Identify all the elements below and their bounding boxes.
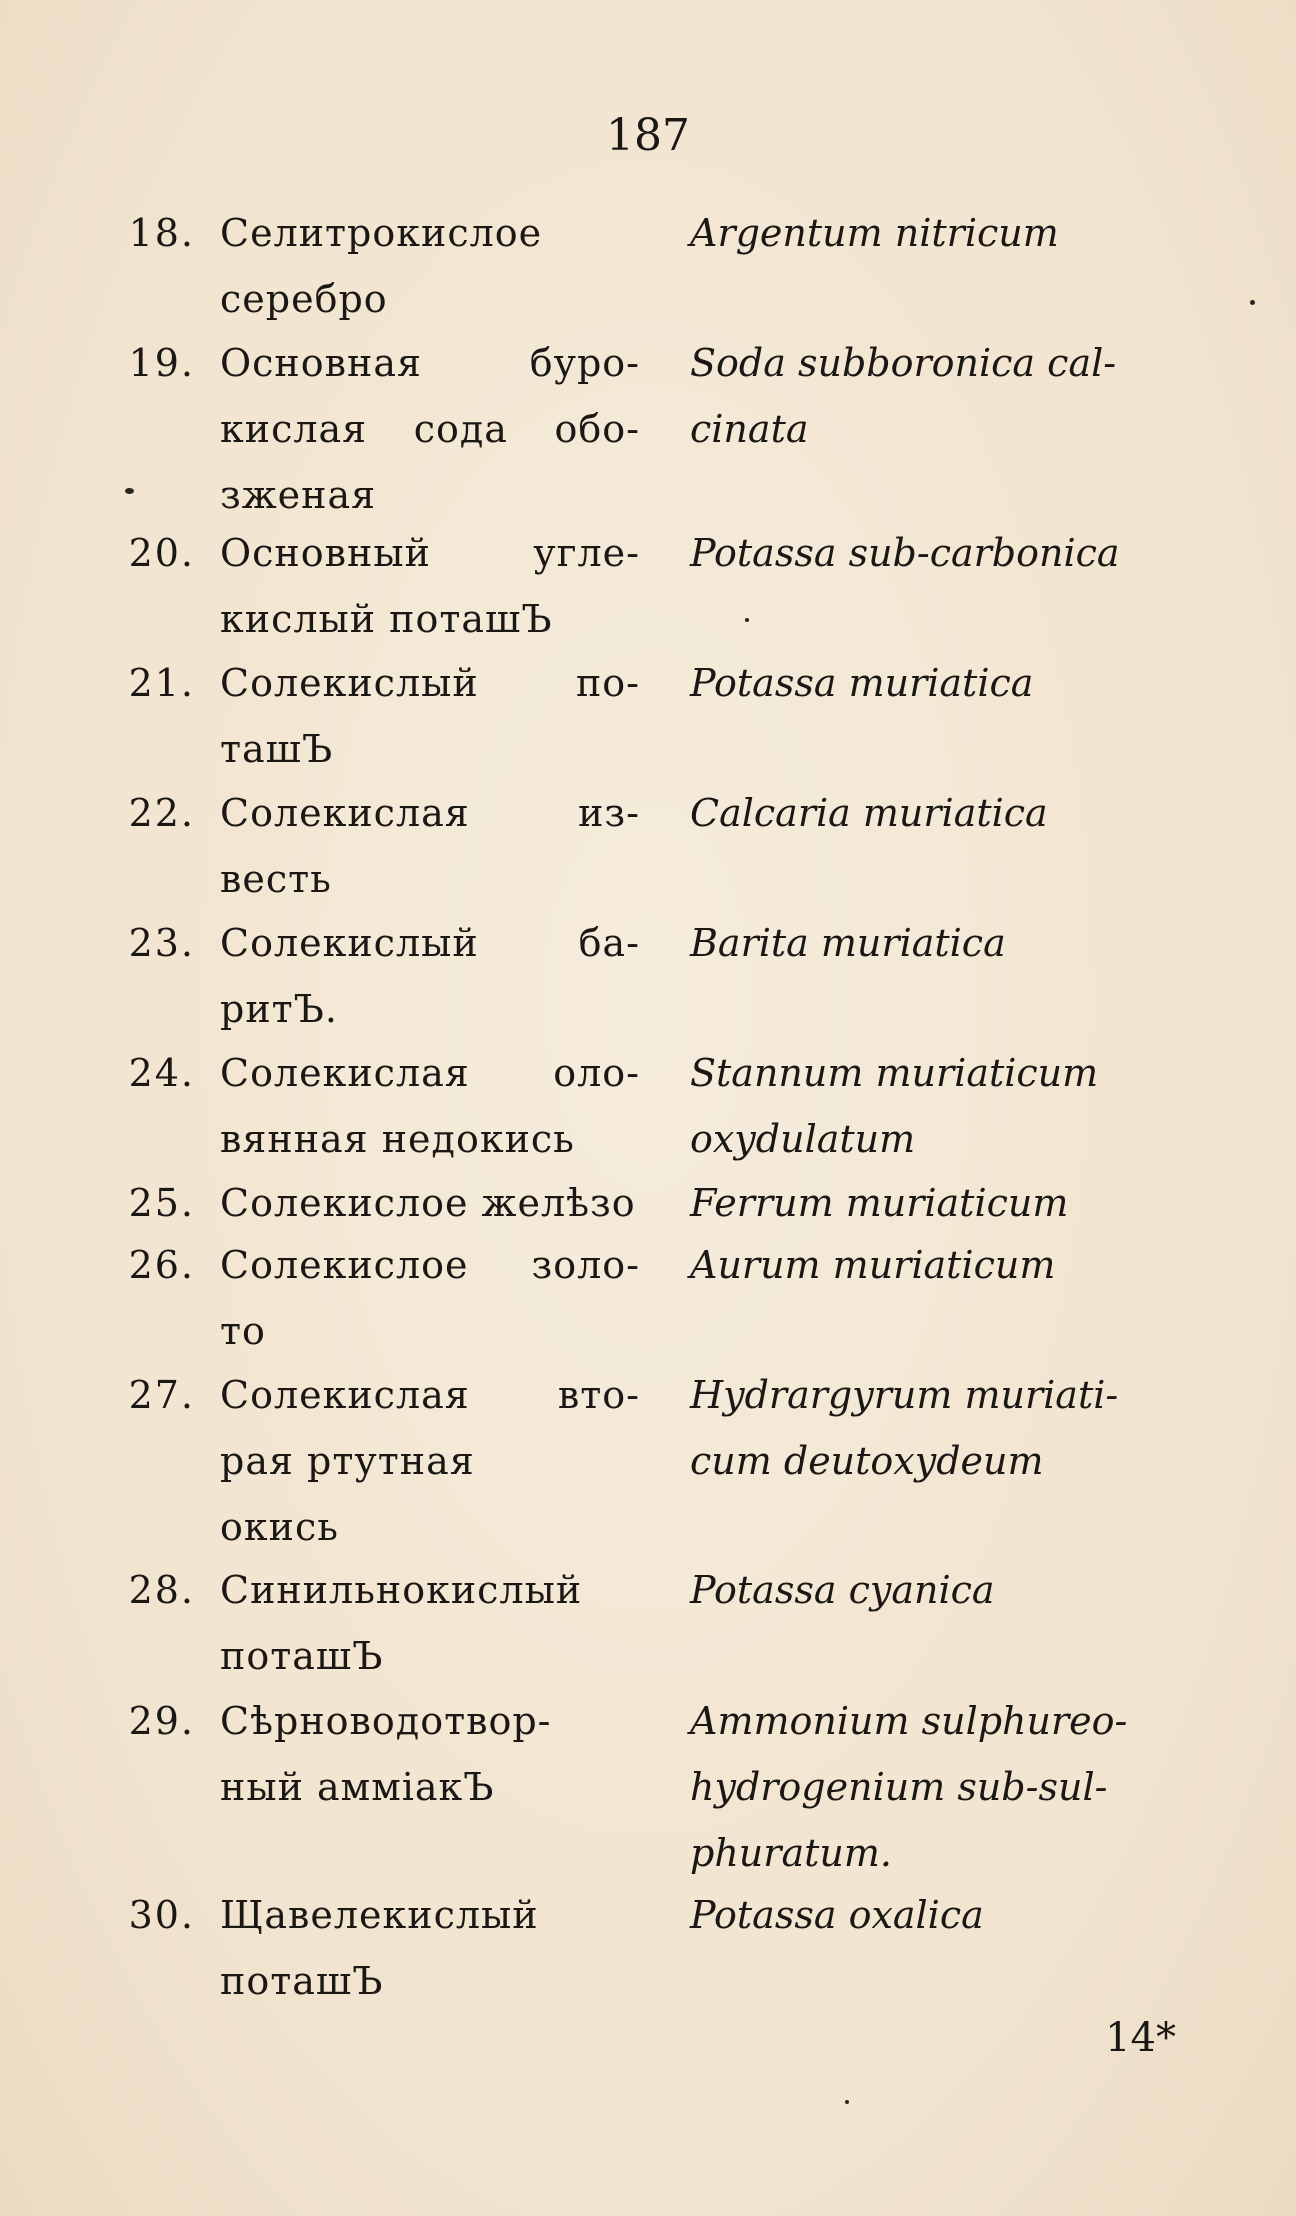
russian-line: Сѣрноводотвор-: [220, 1699, 552, 1743]
entry-number: 28.: [128, 1568, 195, 1612]
latin-line: cum deutoxydeum: [690, 1439, 1044, 1483]
word: вто-: [557, 1373, 640, 1417]
ink-speck: [745, 618, 749, 622]
entry-number: 20.: [128, 531, 195, 575]
latin-line: hydrogenium sub-sul-: [690, 1765, 1108, 1809]
russian-line: [220, 520, 640, 586]
russian-line: [220, 1362, 640, 1428]
entry-latin: [690, 910, 1210, 976]
entry-latin: [690, 1040, 1210, 1172]
latin-line: Potassa oxalica: [690, 1893, 984, 1937]
latin-line: Potassa muriatica: [690, 661, 1034, 705]
entry-russian: [220, 200, 640, 332]
entry-number: 19.: [128, 341, 195, 385]
ink-speck: [125, 488, 134, 494]
entry-latin: [690, 1232, 1210, 1298]
entry-latin: [690, 200, 1210, 266]
entry-russian: [220, 1232, 640, 1364]
entry-number: 25.: [128, 1181, 195, 1225]
latin-line: Ammonium sulphureo-: [690, 1699, 1128, 1743]
entry-russian: [220, 330, 640, 528]
russian-line: поташЪ: [220, 1959, 384, 2003]
russian-line: зженая: [220, 473, 377, 517]
word: обо-: [554, 407, 640, 451]
printer-signature: 14*: [1105, 2015, 1176, 2061]
russian-line: весть: [220, 857, 332, 901]
entry-russian: [220, 650, 640, 782]
word: буро-: [529, 341, 640, 385]
entry-latin: [690, 780, 1210, 846]
entry-number: 21.: [128, 661, 195, 705]
entry-russian: [220, 910, 640, 1042]
latin-line: Aurum muriaticum: [690, 1243, 1056, 1287]
latin-line: Calcaria muriatica: [690, 791, 1048, 835]
word: Солекислая: [220, 791, 470, 835]
latin-line: Potassa sub-carbonica: [690, 531, 1120, 575]
russian-line: [220, 330, 640, 396]
word: золо-: [531, 1243, 640, 1287]
russian-line: [220, 1040, 640, 1106]
entry-russian: [220, 1170, 640, 1236]
entry-number: 26.: [128, 1243, 195, 1287]
russian-line: [220, 780, 640, 846]
entry-russian: [220, 780, 640, 912]
russian-line: поташЪ: [220, 1634, 384, 1678]
russian-line: Синильнокислый: [220, 1568, 583, 1612]
word: оло-: [553, 1051, 640, 1095]
word: угле-: [533, 531, 640, 575]
russian-line: ташЪ: [220, 727, 334, 771]
entry-russian: [220, 1040, 640, 1172]
latin-line: Potassa cyanica: [690, 1568, 995, 1612]
entry-russian: [220, 1557, 640, 1689]
russian-line: [220, 396, 640, 462]
entry-russian: [220, 520, 640, 652]
entry-number: 18.: [128, 211, 195, 255]
word: Солекислая: [220, 1051, 470, 1095]
russian-line: вянная недокись: [220, 1117, 575, 1161]
latin-line: Hydrargyrum muriati-: [690, 1373, 1119, 1417]
entry-latin: [690, 1882, 1210, 1948]
ink-speck: [1250, 300, 1255, 305]
russian-line: кислый поташЪ: [220, 597, 553, 641]
ink-speck: [845, 2100, 849, 2104]
entry-latin: [690, 650, 1210, 716]
word: Основный: [220, 531, 431, 575]
latin-line: oxydulatum: [690, 1117, 916, 1161]
latin-line: Stannum muriaticum: [690, 1051, 1099, 1095]
entry-latin: [690, 330, 1210, 462]
entry-latin: [690, 1362, 1210, 1494]
page-number: 187: [606, 110, 690, 161]
entry-number: 29.: [128, 1699, 195, 1743]
entry-latin: [690, 520, 1210, 586]
word: сода: [413, 407, 508, 451]
russian-line: [220, 910, 640, 976]
entry-russian: [220, 1688, 640, 1820]
word: Солекислый: [220, 921, 479, 965]
entry-latin: [690, 1688, 1210, 1886]
latin-line: Soda subboronica cal-: [690, 341, 1117, 385]
word: Солекислый: [220, 661, 479, 705]
entry-number: 27.: [128, 1373, 195, 1417]
word: по-: [575, 661, 640, 705]
latin-line: cinata: [690, 407, 809, 451]
word: из-: [578, 791, 640, 835]
latin-line: Ferrum muriaticum: [690, 1181, 1069, 1225]
russian-line: ритЪ.: [220, 987, 338, 1031]
russian-line: то: [220, 1309, 266, 1353]
word: кислая: [220, 407, 368, 451]
word: Солекислое: [220, 1243, 469, 1287]
entry-number: 30.: [128, 1893, 195, 1937]
latin-line: phuratum.: [690, 1831, 892, 1875]
word: ба-: [578, 921, 640, 965]
russian-line: Селитрокислое: [220, 211, 543, 255]
russian-line: ный амміакЪ: [220, 1765, 495, 1809]
russian-line: серебро: [220, 277, 388, 321]
russian-line: Солекислое желѣзо: [220, 1181, 636, 1225]
word: Солекислая: [220, 1373, 470, 1417]
russian-line: [220, 650, 640, 716]
entry-russian: [220, 1882, 640, 2014]
word: Основная: [220, 341, 422, 385]
latin-line: Argentum nitricum: [690, 211, 1059, 255]
entry-number: 24.: [128, 1051, 195, 1095]
entry-number: 23.: [128, 921, 195, 965]
russian-line: окись: [220, 1505, 339, 1549]
entry-latin: [690, 1557, 1210, 1623]
russian-line: [220, 1232, 640, 1298]
entry-number: 22.: [128, 791, 195, 835]
latin-line: Barita muriatica: [690, 921, 1006, 965]
russian-line: рая ртутная: [220, 1439, 475, 1483]
entry-latin: [690, 1170, 1210, 1236]
russian-line: Щавелекислый: [220, 1893, 539, 1937]
entry-russian: [220, 1362, 640, 1560]
